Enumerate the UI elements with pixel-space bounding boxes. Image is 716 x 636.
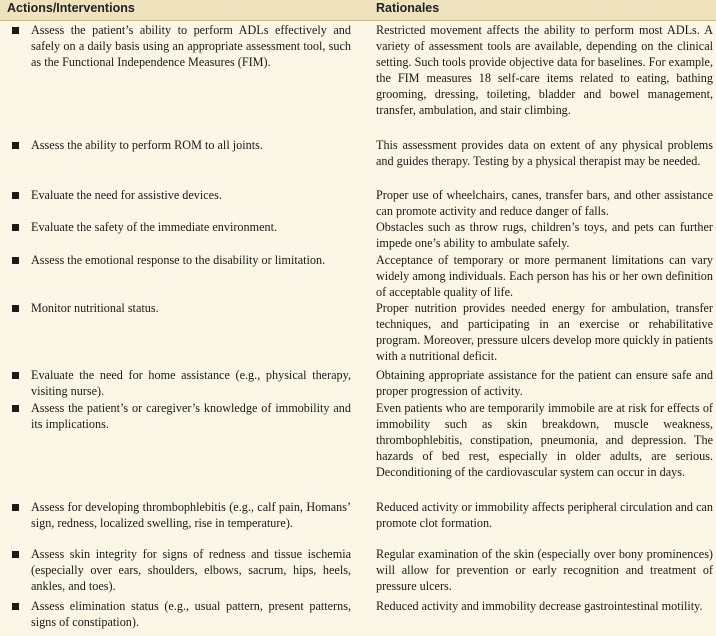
- bullet-icon: [12, 142, 19, 149]
- rationale-text: Reduced activity or immobility affects peripheral circulation and can promote clot formation.: [376, 500, 713, 531]
- action-text: Evaluate the need for assistive devices.: [31, 188, 222, 202]
- action-text: Monitor nutritional status.: [31, 301, 159, 315]
- bullet-icon: [12, 27, 19, 34]
- action-text: Evaluate the safety of the immediate environment.: [31, 220, 278, 234]
- bullet-icon: [12, 603, 19, 610]
- rationale-text: Restricted movement affects the ability to perform most ADLs. A variety of assessment tools are available, depending on the clinical setting. Such tools provide objective data for baselines. For example, the FIM measures 18 self-care items related to eating, bathing grooming, dressing, toileting, bladder and bowel management, transfer, ambulation, and stair climbing.: [376, 23, 713, 118]
- action-text: Assess the patient’s or caregiver’s knowledge of immobility and its implications.: [31, 401, 351, 432]
- bullet-icon: [12, 192, 19, 199]
- rationale-text: Reduced activity and immobility decrease gastrointestinal motility.: [376, 599, 703, 613]
- rationale-text: Proper use of wheelchairs, canes, transfer bars, and other assistance can promote activity and reduce danger of falls.: [376, 188, 713, 219]
- rationale-text: Regular examination of the skin (especially over bony prominences) will allow for prevention or early recognition and treatment of pressure ulcers.: [376, 547, 713, 594]
- rationale-text: Obstacles such as throw rugs, children’s toys, and pets can further impede one’s ability to ambulate safely.: [376, 220, 713, 251]
- action-text: Assess the emotional response to the disability or limitation.: [31, 253, 326, 267]
- bullet-icon: [12, 305, 19, 312]
- bullet-icon: [12, 405, 19, 412]
- bullet-icon: [12, 504, 19, 511]
- action-text: Assess skin integrity for signs of redness and tissue ischemia (especially over ears, shoulders, elbows, sacrum, hips, heels, ankles, and toes).: [31, 547, 351, 594]
- actions-column-header: Actions/Interventions: [7, 1, 135, 15]
- action-text: Assess elimination status (e.g., usual pattern, present patterns, signs of constipation).: [31, 599, 351, 630]
- rationale-text: Even patients who are temporarily immobile are at risk for effects of immobility such as skin breakdown, muscle weakness, thrombophlebitis, constipation, pneumonia, and depression. The hazards of bed rest, especially in older adults, are serious. Deconditioning of the cardiovascular system can occur in days.: [376, 401, 713, 480]
- bullet-icon: [12, 551, 19, 558]
- action-text: Assess the patient’s ability to perform ADLs effectively and safely on a daily basis using an appropriate assessment tool, such as the Functional Independence Measures (FIM).: [31, 23, 351, 70]
- table-header: [0, 0, 716, 21]
- rationale-text: This assessment provides data on extent of any physical problems and guides therapy. Testing by a physical therapist may be needed.: [376, 138, 713, 169]
- rationale-text: Acceptance of temporary or more permanent limitations can vary widely among individuals. Each person has his or her own definition of acceptable quality of life.: [376, 253, 713, 300]
- rationales-column-header: Rationales: [376, 1, 440, 15]
- bullet-icon: [12, 257, 19, 264]
- bullet-icon: [12, 224, 19, 231]
- bullet-icon: [12, 372, 19, 379]
- rationale-text: Proper nutrition provides needed energy for ambulation, transfer techniques, and participating in an exercise or rehabilitative program. Moreover, pressure ulcers develop more quickly in patients with a nutritional deficit.: [376, 301, 713, 364]
- action-text: Evaluate the need for home assistance (e.g., physical therapy, visiting nurse).: [31, 368, 351, 399]
- rationale-text: Obtaining appropriate assistance for the patient can ensure safe and proper progression of activity.: [376, 368, 713, 399]
- action-text: Assess for developing thrombophlebitis (e.g., calf pain, Homans’ sign, redness, localized swelling, rise in temperature).: [31, 500, 351, 531]
- action-text: Assess the ability to perform ROM to all joints.: [31, 138, 263, 152]
